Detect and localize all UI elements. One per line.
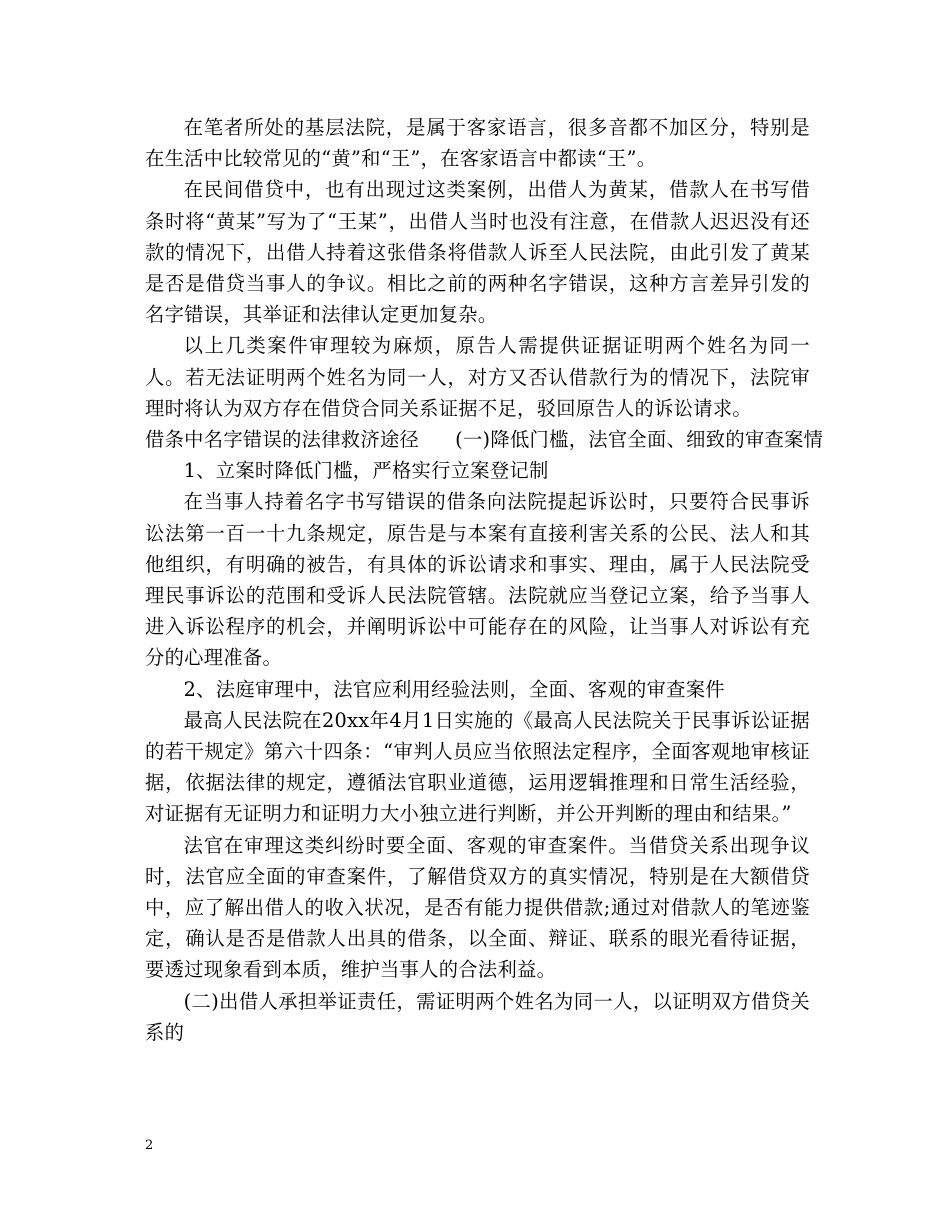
subsection-heading-1: (一)降低门槛，法官全面、细致的审查案情 (455, 428, 824, 452)
page-number: 2 (145, 1138, 154, 1153)
document-page (145, 112, 824, 1048)
paragraph-evidence-rules: 最高人民法院在20xx年4月1日实施的《最高人民法院关于民事诉讼证据的若干规定》第六十四条：“审判人员应当依照法定程序，全面客观地审核证据，依据法律的规定，遵循法官职业道德，运用逻辑推理和日常生活经验，对证据有无证明力和证明力大小独立进行判断，并公开判断的理由和结果。” (145, 708, 810, 826)
paragraph-judge-review: 法官在审理这类纠纷时要全面、客观的审查案件。当借贷关系出现争议时，法官应全面的审查案件，了解借贷双方的真实情况，特别是在大额借贷中，应了解出借人的收入状况，是否有能力提供借款;通过对借款人的笔迹鉴定，确认是否是借款人出具的借条，以全面、辩证、联系的眼光看待证据，要透过现象看到本质，维护当事人的合法利益。 (145, 833, 810, 982)
paragraph-trial-difficulty: 以上几类案件审理较为麻烦，原告人需提供证据证明两个姓名为同一人。若无法证明两个姓名为同一人，对方又否认借款行为的情况下，法院审理时将认为双方存在借贷合同关系证据不足，驳回原告人的诉讼请求。 (145, 334, 810, 420)
paragraph-lending-case: 在民间借贷中，也有出现过这类案例，出借人为黄某，借款人在书写借条时将“黄某”写为了“王某”，出借人当时也没有注意，在借款人迟迟没有还款的情况下，出借人持着这张借条将借款人诉至人民法院，由此引发了黄某是否是借贷当事人的争议。相比之前的两种名字错误，这种方言差异引发的名字错误，其举证和法律认定更加复杂。 (145, 178, 810, 327)
paragraph-hakka-dialect: 在笔者所处的基层法院，是属于客家语言，很多音都不加区分，特别是在生活中比较常见的“黄”和“王”，在客家语言中都读“王”。 (145, 116, 810, 171)
item-2-heading: 2、法庭审理中，法官应利用经验法则，全面、客观的审查案件 (183, 677, 725, 701)
paragraph-burden-of-proof: (二)出借人承担举证责任，需证明两个姓名为同一人，以证明双方借贷关系的 (145, 989, 810, 1044)
paragraph-case-registration: 在当事人持着名字书写错误的借条向法院提起诉讼时，只要符合民事诉讼法第一百一十九条规定，原告是与本案有直接利害关系的公民、法人和其他组织，有明确的被告，有具体的诉讼请求和事实、理由，属于人民法院受理民事诉讼的范围和受诉人民法院管辖。法院就应当登记立案，给予当事人进入诉讼程序的机会，并阐明诉讼中可能存在的风险，让当事人对诉讼有充分的心理准备。 (145, 490, 810, 670)
section-heading: 借条中名字错误的法律救济途径 (145, 428, 420, 452)
item-1-heading: 1、立案时降低门槛，严格实行立案登记制 (183, 459, 549, 483)
section-heading-line (145, 424, 824, 455)
